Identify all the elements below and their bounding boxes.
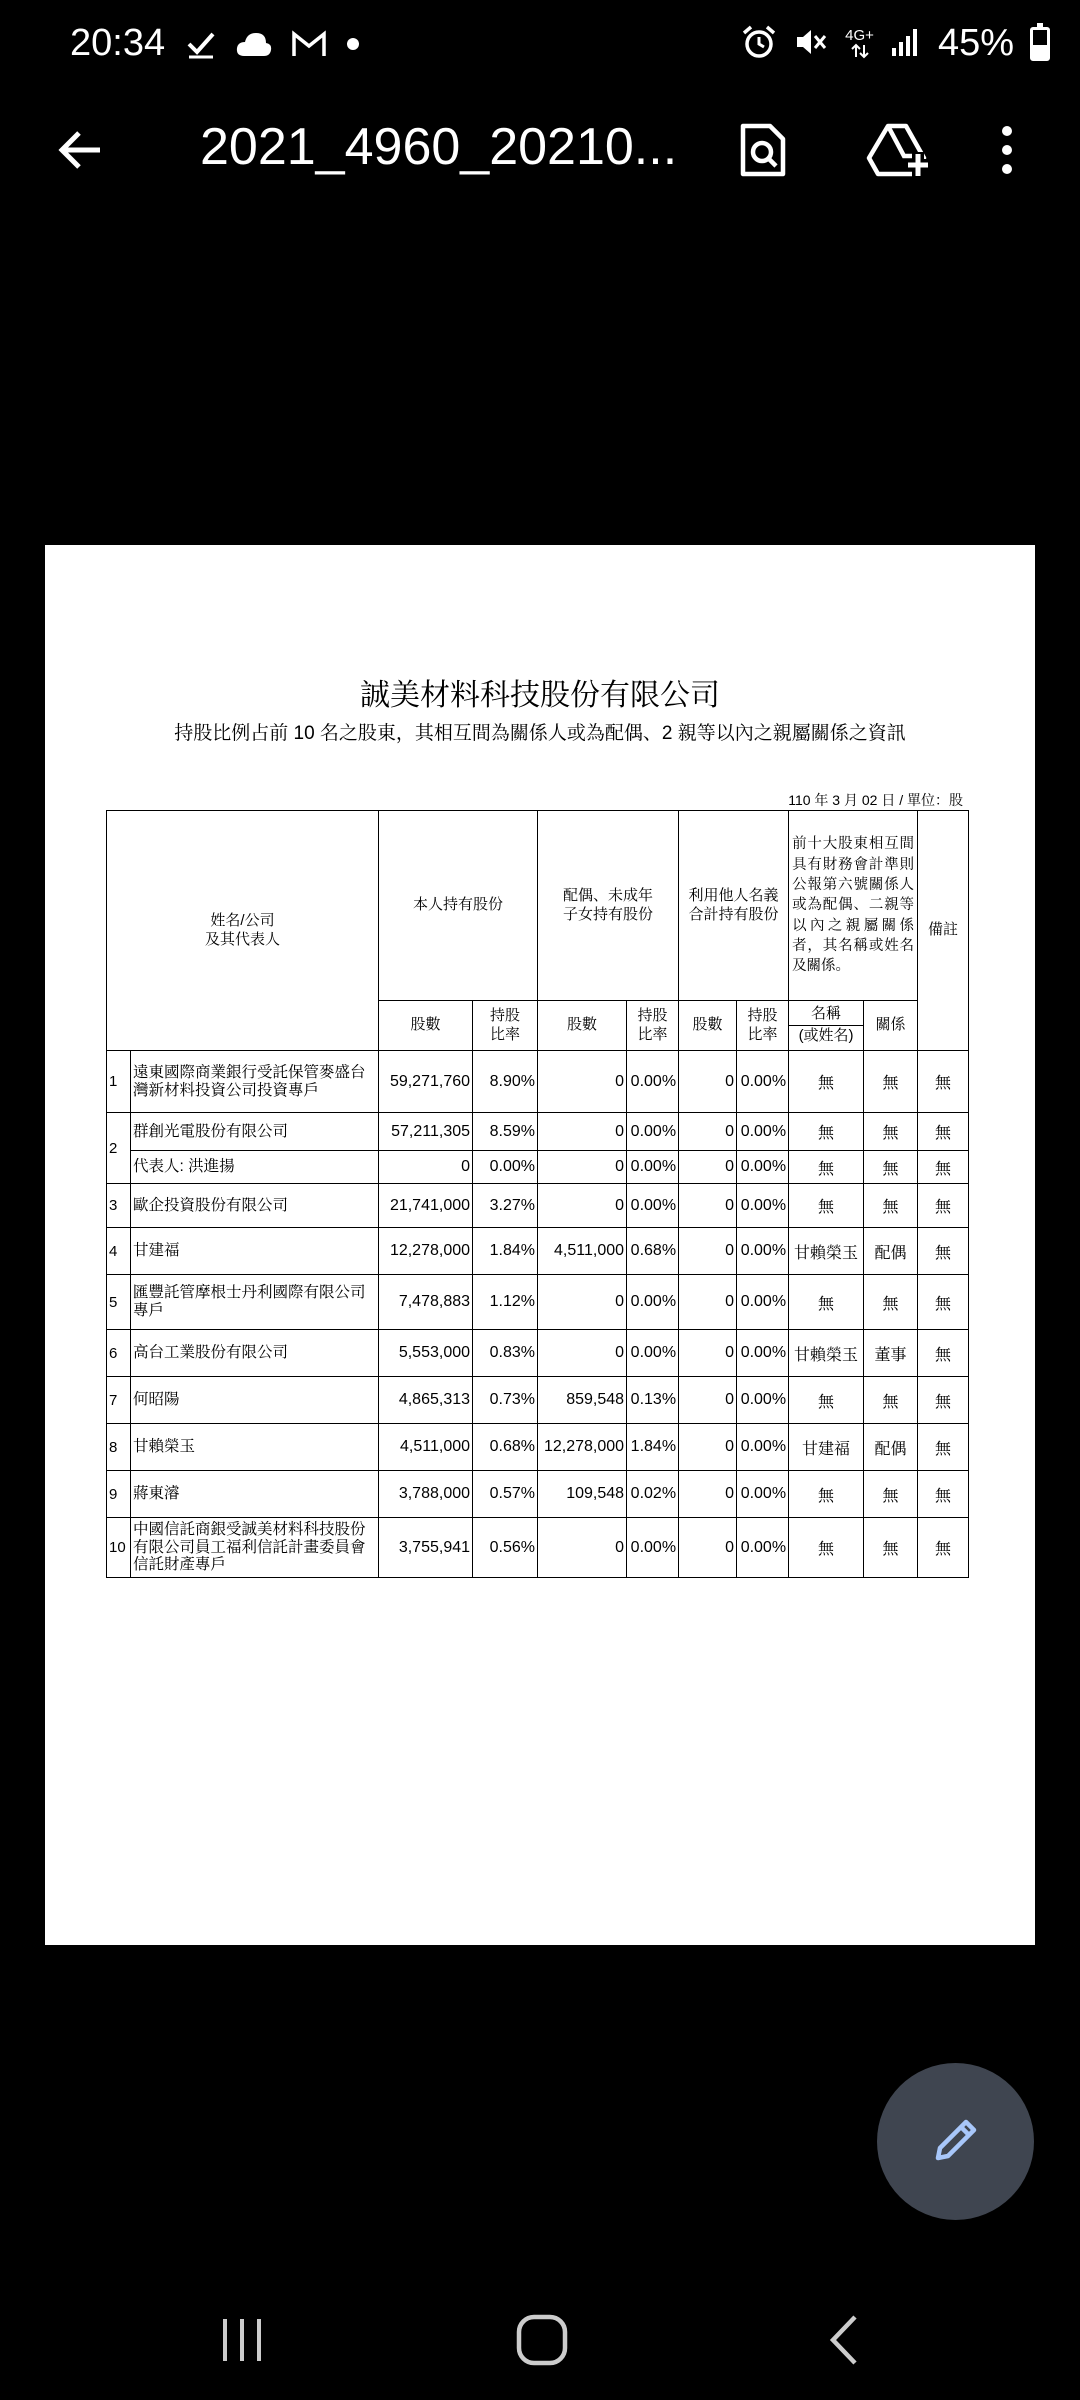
cell-sp-shares: 4,511,000 xyxy=(538,1228,627,1275)
cell-sp-shares: 0 xyxy=(538,1275,627,1330)
notification-icons xyxy=(185,28,361,64)
cell-note: 無 xyxy=(918,1184,969,1228)
cell-ot-shares: 0 xyxy=(679,1377,737,1424)
cell-idx: 9 xyxy=(107,1471,131,1518)
cell-note: 無 xyxy=(918,1275,969,1330)
cell-rel-type: 無 xyxy=(864,1377,918,1424)
cell-ot-ratio: 0.00% xyxy=(737,1330,789,1377)
cell-sp-ratio: 0.00% xyxy=(627,1151,679,1184)
cell-note: 無 xyxy=(918,1051,969,1113)
cell-sp-ratio: 0.00% xyxy=(627,1113,679,1151)
header-others: 利用他人名義 合計持有股份 xyxy=(679,811,789,1001)
cell-rel-name: 無 xyxy=(789,1377,864,1424)
table-row xyxy=(107,1471,969,1518)
signal-icon xyxy=(890,26,922,62)
system-icons xyxy=(741,22,1050,65)
cell-note: 無 xyxy=(918,1424,969,1471)
cell-own-shares: 5,553,000 xyxy=(379,1330,473,1377)
cell-ot-ratio: 0.00% xyxy=(737,1424,789,1471)
cell-ot-ratio: 0.00% xyxy=(737,1377,789,1424)
cell-rel-name: 無 xyxy=(789,1275,864,1330)
cell-sp-ratio: 0.02% xyxy=(627,1471,679,1518)
header-relation: 前十大股東相互間具有財務會計準則公報第六號關係人或為配偶、二親等以內之親屬關係者，其名稱或姓名及關係。 xyxy=(789,811,918,1001)
cell-ot-ratio: 0.00% xyxy=(737,1518,789,1578)
cell-name: 高台工業股份有限公司 xyxy=(131,1330,379,1377)
cell-own-ratio: 3.27% xyxy=(473,1184,538,1228)
dot-icon xyxy=(345,36,361,56)
cell-idx: 1 xyxy=(107,1051,131,1113)
table-row xyxy=(107,1051,969,1113)
cell-idx: 7 xyxy=(107,1377,131,1424)
battery-percent: 45% xyxy=(937,22,1014,64)
cell-own-shares: 21,741,000 xyxy=(379,1184,473,1228)
cell-name: 甘賴榮玉 xyxy=(131,1424,379,1471)
cell-note: 無 xyxy=(918,1151,969,1184)
navigation-bar xyxy=(0,2270,1080,2400)
cell-rel-name: 無 xyxy=(789,1051,864,1113)
cell-sp-ratio: 0.13% xyxy=(627,1377,679,1424)
cell-idx: 8 xyxy=(107,1424,131,1471)
cell-sp-ratio: 0.00% xyxy=(627,1051,679,1113)
cell-name: 匯豐託管摩根士丹利國際有限公司專戶 xyxy=(131,1275,379,1330)
cell-ot-shares: 0 xyxy=(679,1471,737,1518)
status-bar xyxy=(0,0,1080,95)
cell-own-shares: 59,271,760 xyxy=(379,1051,473,1113)
cell-sp-shares: 0 xyxy=(538,1330,627,1377)
cell-ot-ratio: 0.00% xyxy=(737,1228,789,1275)
cell-sp-shares: 0 xyxy=(538,1151,627,1184)
cell-rel-name: 甘賴榮玉 xyxy=(789,1330,864,1377)
4g-icon: 4G+ xyxy=(845,28,874,59)
cell-rel-type: 無 xyxy=(864,1151,918,1184)
cell-own-ratio: 8.90% xyxy=(473,1051,538,1113)
table-row xyxy=(107,1275,969,1330)
cell-own-ratio: 8.59% xyxy=(473,1113,538,1151)
cell-own-shares: 7,478,883 xyxy=(379,1275,473,1330)
cell-ot-ratio: 0.00% xyxy=(737,1151,789,1184)
cell-own-ratio: 1.84% xyxy=(473,1228,538,1275)
header-spouse: 配偶、未成年 子女持有股份 xyxy=(538,811,679,1001)
cell-name: 中國信託商銀受誠美材料科技股份有限公司員工福利信託計畫委員會信託財產專戶 xyxy=(131,1518,379,1578)
header-note: 備註 xyxy=(918,811,969,1051)
cell-note: 無 xyxy=(918,1471,969,1518)
cell-idx: 4 xyxy=(107,1228,131,1275)
cell-sp-ratio: 0.00% xyxy=(627,1330,679,1377)
cell-name: 甘建福 xyxy=(131,1228,379,1275)
cell-rel-name: 無 xyxy=(789,1113,864,1151)
cell-own-shares: 3,755,941 xyxy=(379,1518,473,1578)
cell-rel-name: 無 xyxy=(789,1518,864,1578)
cell-name: 遠東國際商業銀行受託保管麥盛台灣新材料投資公司投資專戶 xyxy=(131,1051,379,1113)
cell-own-ratio: 1.12% xyxy=(473,1275,538,1330)
cell-rel-name: 無 xyxy=(789,1471,864,1518)
header-rel-name: 名稱 xyxy=(789,1004,863,1026)
cell-ot-shares: 0 xyxy=(679,1330,737,1377)
cell-note: 無 xyxy=(918,1377,969,1424)
cell-sp-shares: 0 xyxy=(538,1518,627,1578)
cell-rel-type: 無 xyxy=(864,1518,918,1578)
header-ot-ratio: 持股 比率 xyxy=(737,1001,789,1051)
back-arrow-icon[interactable] xyxy=(45,115,115,185)
cell-ot-ratio: 0.00% xyxy=(737,1471,789,1518)
status-time: 20:34 xyxy=(70,22,166,64)
cell-sp-shares: 0 xyxy=(538,1184,627,1228)
add-to-drive-icon[interactable] xyxy=(864,115,934,185)
cell-sp-shares: 859,548 xyxy=(538,1377,627,1424)
cell-name: 群創光電股份有限公司 xyxy=(131,1113,379,1151)
cell-own-shares: 12,278,000 xyxy=(379,1228,473,1275)
cell-rel-name: 無 xyxy=(789,1151,864,1184)
cell-sp-ratio: 0.68% xyxy=(627,1228,679,1275)
cell-sp-ratio: 0.00% xyxy=(627,1275,679,1330)
cell-rel-type: 無 xyxy=(864,1471,918,1518)
doc-date-unit: 110 年 3 月 02 日 / 單位：股 xyxy=(788,792,963,808)
cell-rel-name: 甘建福 xyxy=(789,1424,864,1471)
cell-idx: 5 xyxy=(107,1275,131,1330)
header-own-ratio: 持股 比率 xyxy=(473,1001,538,1051)
cell-sp-ratio: 1.84% xyxy=(627,1424,679,1471)
cell-ot-ratio: 0.00% xyxy=(737,1051,789,1113)
cell-rel-type: 無 xyxy=(864,1113,918,1151)
cell-rel-type: 配偶 xyxy=(864,1228,918,1275)
table-row xyxy=(107,1377,969,1424)
document-page[interactable] xyxy=(45,545,1035,1945)
table-row xyxy=(107,1330,969,1377)
cell-rel-name: 無 xyxy=(789,1184,864,1228)
cell-ot-shares: 0 xyxy=(679,1113,737,1151)
cell-note: 無 xyxy=(918,1518,969,1578)
edit-pencil-icon xyxy=(928,2112,984,2172)
cell-idx: 6 xyxy=(107,1330,131,1377)
header-sp-shares: 股數 xyxy=(538,1001,627,1051)
doc-title: 誠美材料科技股份有限公司 xyxy=(360,679,720,712)
cell-name: 代表人: 洪進揚 xyxy=(131,1151,379,1184)
cell-sp-shares: 0 xyxy=(538,1113,627,1151)
cell-own-ratio: 0.00% xyxy=(473,1151,538,1184)
cell-ot-shares: 0 xyxy=(679,1151,737,1184)
edit-fab[interactable] xyxy=(877,2063,1034,2220)
cell-own-ratio: 0.83% xyxy=(473,1330,538,1377)
cell-own-shares: 4,511,000 xyxy=(379,1424,473,1471)
cell-idx: 3 xyxy=(107,1184,131,1228)
mute-icon xyxy=(793,24,829,64)
cell-own-ratio: 0.68% xyxy=(473,1424,538,1471)
recent-apps-icon[interactable] xyxy=(197,2305,287,2375)
cell-ot-shares: 0 xyxy=(679,1228,737,1275)
cell-rel-type: 無 xyxy=(864,1184,918,1228)
cell-ot-ratio: 0.00% xyxy=(737,1275,789,1330)
doc-subtitle: 持股比例占前 10 名之股東，其相互間為關係人或為配偶、2 親等以內之親屬關係之資訊 xyxy=(174,723,906,744)
cell-idx: 2 xyxy=(107,1113,131,1184)
header-rel-type: 關係 xyxy=(864,1001,918,1051)
cell-ot-ratio: 0.00% xyxy=(737,1113,789,1151)
header-own: 本人持有股份 xyxy=(379,811,538,1001)
cell-sp-shares: 12,278,000 xyxy=(538,1424,627,1471)
table-row xyxy=(107,1151,969,1184)
document-title: 2021_4960_20210... xyxy=(200,118,678,176)
cell-sp-ratio: 0.00% xyxy=(627,1518,679,1578)
cell-ot-shares: 0 xyxy=(679,1518,737,1578)
cell-own-shares: 57,211,305 xyxy=(379,1113,473,1151)
cell-name: 何昭陽 xyxy=(131,1377,379,1424)
cell-own-shares: 3,788,000 xyxy=(379,1471,473,1518)
cell-own-ratio: 0.73% xyxy=(473,1377,538,1424)
cell-note: 無 xyxy=(918,1330,969,1377)
cell-own-shares: 4,865,313 xyxy=(379,1377,473,1424)
home-icon[interactable] xyxy=(497,2305,587,2375)
cell-ot-shares: 0 xyxy=(679,1275,737,1330)
cell-idx: 10 xyxy=(107,1518,131,1578)
cell-own-ratio: 0.56% xyxy=(473,1518,538,1578)
cell-own-ratio: 0.57% xyxy=(473,1471,538,1518)
cell-rel-type: 董事 xyxy=(864,1330,918,1377)
shareholder-table xyxy=(106,810,969,1578)
cell-rel-type: 無 xyxy=(864,1275,918,1330)
header-own-shares: 股數 xyxy=(379,1001,473,1051)
cell-note: 無 xyxy=(918,1113,969,1151)
cell-ot-shares: 0 xyxy=(679,1424,737,1471)
header-ot-shares: 股數 xyxy=(679,1001,737,1051)
check-icon xyxy=(185,28,217,64)
gmail-icon xyxy=(291,30,327,62)
cloud-icon xyxy=(235,30,273,62)
app-bar xyxy=(0,95,1080,210)
cell-ot-ratio: 0.00% xyxy=(737,1184,789,1228)
header-rel-name-cell xyxy=(789,1001,864,1051)
header-name: 姓名/公司 及其代表人 xyxy=(107,811,379,1051)
table-row xyxy=(107,1424,969,1471)
cell-rel-name: 甘賴榮玉 xyxy=(789,1228,864,1275)
table-row xyxy=(107,1184,969,1228)
table-row xyxy=(107,1518,969,1578)
cell-name: 歐企投資股份有限公司 xyxy=(131,1184,379,1228)
battery-icon xyxy=(1030,27,1050,61)
cell-rel-type: 配偶 xyxy=(864,1424,918,1471)
cell-ot-shares: 0 xyxy=(679,1051,737,1113)
cell-note: 無 xyxy=(918,1228,969,1275)
alarm-icon xyxy=(741,24,777,64)
cell-sp-shares: 109,548 xyxy=(538,1471,627,1518)
cell-name: 蔣東濬 xyxy=(131,1471,379,1518)
cell-own-shares: 0 xyxy=(379,1151,473,1184)
header-sp-ratio: 持股 比率 xyxy=(627,1001,679,1051)
cell-sp-ratio: 0.00% xyxy=(627,1184,679,1228)
cell-ot-shares: 0 xyxy=(679,1184,737,1228)
cell-rel-type: 無 xyxy=(864,1051,918,1113)
back-icon[interactable] xyxy=(800,2305,890,2375)
cell-sp-shares: 0 xyxy=(538,1051,627,1113)
table-row xyxy=(107,1228,969,1275)
more-vert-icon[interactable] xyxy=(982,115,1032,185)
search-document-icon[interactable] xyxy=(728,115,798,185)
header-rel-name-sub: (或姓名) xyxy=(798,1027,854,1044)
table-row xyxy=(107,1113,969,1151)
